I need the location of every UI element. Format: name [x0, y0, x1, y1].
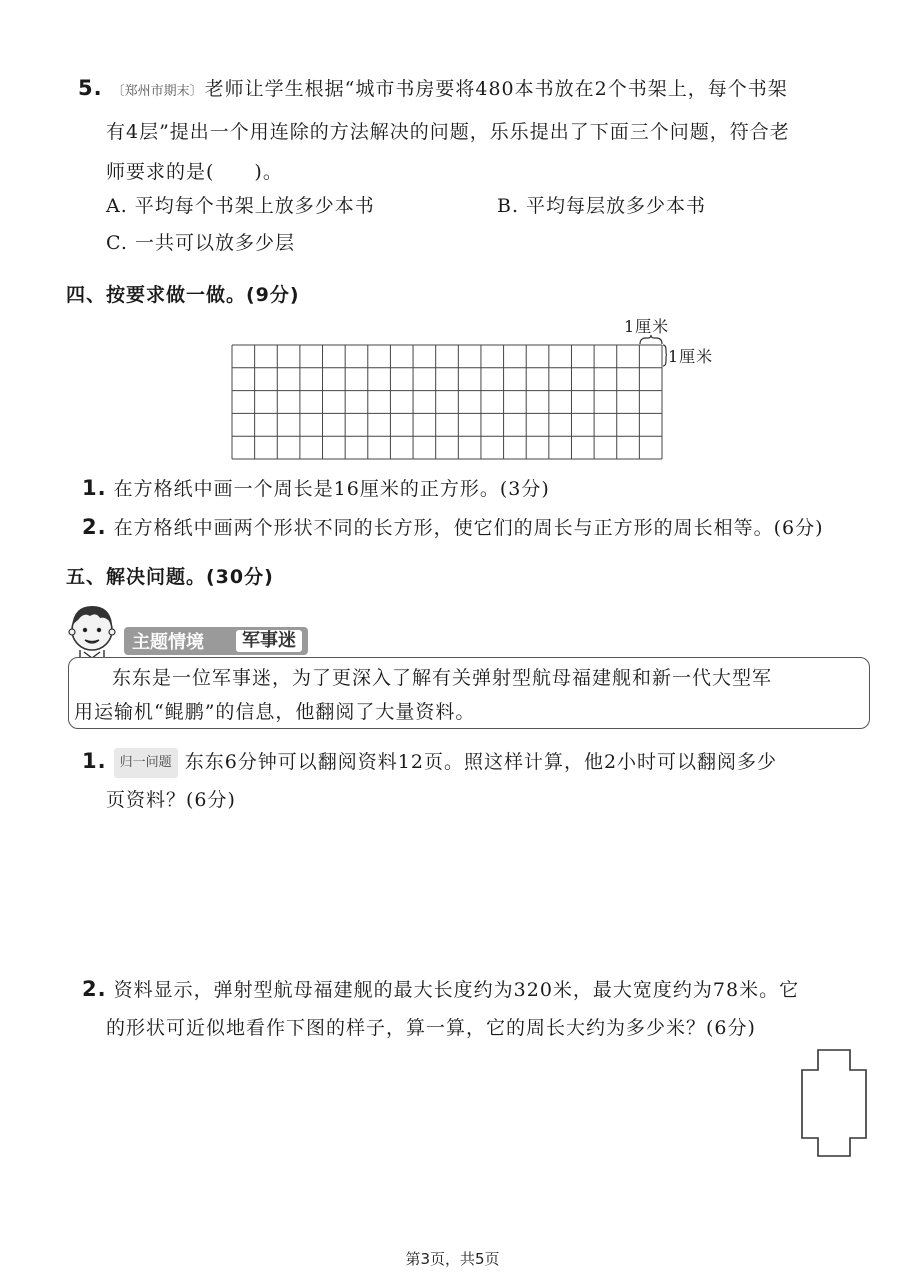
- q5-option-a[interactable]: A. 平均每个书架上放多少本书: [106, 195, 375, 217]
- carrier-shape-figure: [796, 1048, 872, 1160]
- s5-q2-line2: 的形状可近似地看作下图的样子，算一算，它的周长大约为多少米？(6分): [106, 1017, 756, 1039]
- s5-q1-number: 1.: [82, 749, 107, 773]
- s4-item1-number: 1.: [82, 476, 107, 500]
- q5-option-b[interactable]: B. 平均每层放多少本书: [497, 195, 707, 217]
- s5-q2-text1: 资料显示，弹射型航母福建舰的最大长度约为320米，最大宽度约为78米。它: [113, 979, 800, 1001]
- section4-title: 四、按要求做一做。(9分): [66, 284, 300, 306]
- s5-q1-text1: 东东6分钟可以翻阅资料12页。照这样计算，他2小时可以翻阅多少: [184, 751, 778, 773]
- s5-q2-number: 2.: [82, 977, 107, 1001]
- page-footer: 第3页，共5页: [405, 1250, 500, 1268]
- s4-item-2: [82, 513, 824, 542]
- boy-avatar-icon: [62, 600, 122, 662]
- banner-theme-label: 主题情境: [132, 632, 204, 653]
- q5-line3-suffix: )。: [254, 161, 283, 183]
- unit-label-side: 1厘米: [668, 347, 714, 366]
- q5-text-line1: 老师让学生根据“城市书房要将480本书放在2个书架上，每个书架: [204, 78, 788, 100]
- q5-line1: [78, 74, 788, 106]
- unit-label-top: 1厘米: [624, 317, 670, 336]
- square-grid-paper[interactable]: [231, 344, 663, 460]
- s4-item2-number: 2.: [82, 515, 107, 539]
- q5-source-tag: 〔郑州市期末〕: [111, 84, 203, 99]
- q5-number: 5.: [78, 76, 103, 100]
- s5-q2-line1: [82, 975, 799, 1004]
- section5-title: 五、解决问题。(30分): [66, 566, 274, 588]
- q5-line2: 有4层”提出一个用连除的方法解决的问题，乐乐提出了下面三个问题，符合老: [106, 121, 790, 143]
- story-line1: 东东是一位军事迷，为了更深入了解有关弹射型航母福建舰和新一代大型军: [112, 667, 773, 689]
- story-line2: 用运输机“鲲鹏”的信息，他翻阅了大量资料。: [74, 701, 476, 723]
- banner-topic-label: 军事迷: [236, 630, 302, 652]
- s5-q1-line1: [82, 747, 777, 778]
- q5-option-c[interactable]: C. 一共可以放多少层: [106, 232, 295, 254]
- unit-brackets: [637, 334, 667, 374]
- q5-line3-prefix: 师要求的是(: [106, 161, 215, 183]
- s5-q1-line2: 页资料？(6分): [106, 789, 236, 811]
- s4-item1-text: 在方格纸中画一个周长是16厘米的正方形。(3分): [113, 478, 550, 500]
- s4-item-1: [82, 474, 550, 503]
- theme-banner: [124, 627, 308, 655]
- s5-q1-tag: 归一问题: [114, 748, 178, 778]
- q5-line3: [106, 158, 283, 186]
- s4-item2-text: 在方格纸中画两个形状不同的长方形，使它们的周长与正方形的周长相等。(6分): [113, 517, 824, 539]
